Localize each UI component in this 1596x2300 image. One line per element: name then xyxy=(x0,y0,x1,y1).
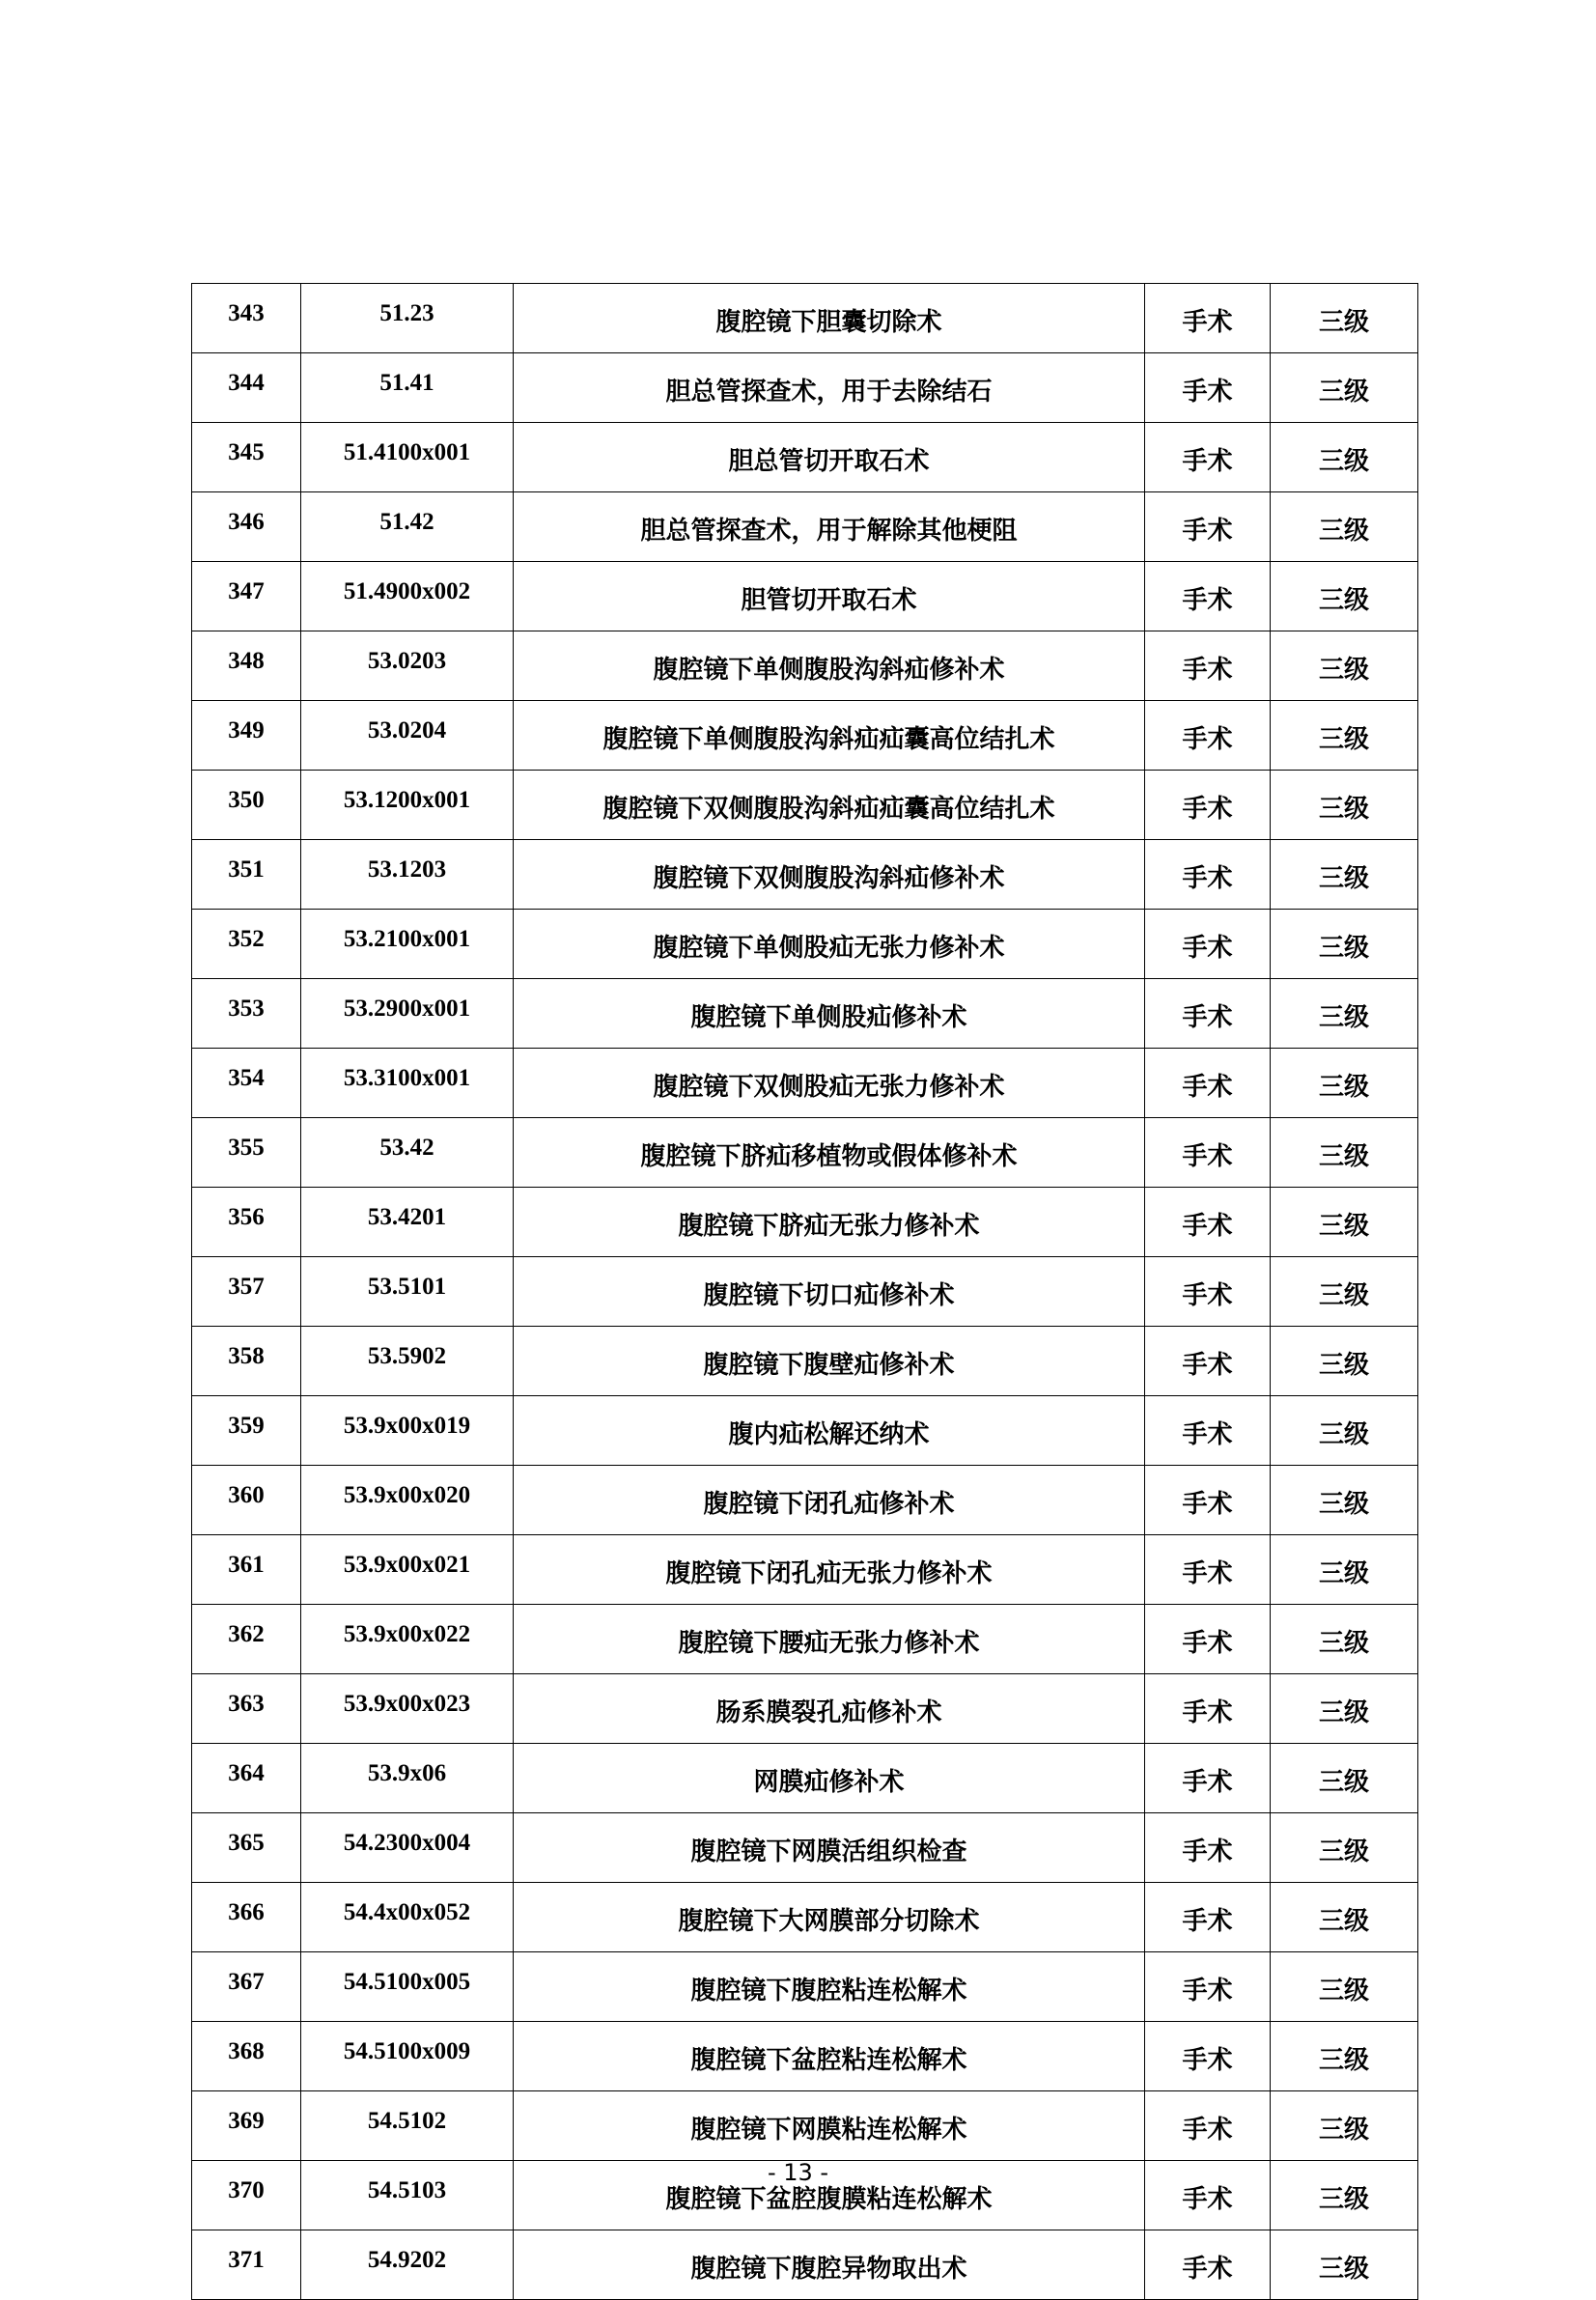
table-row xyxy=(192,1605,1418,1674)
procedure-level-cell: 三级 xyxy=(1271,631,1418,701)
procedure-code-cell: 54.9202 xyxy=(301,2230,514,2300)
row-number-cell: 360 xyxy=(192,1466,301,1535)
row-number-cell: 346 xyxy=(192,492,301,562)
row-number-cell: 352 xyxy=(192,910,301,979)
procedure-level-cell: 三级 xyxy=(1271,423,1418,492)
procedure-type-cell: 手术 xyxy=(1145,562,1271,631)
row-number-cell: 353 xyxy=(192,979,301,1049)
procedure-type-cell: 手术 xyxy=(1145,1744,1271,1813)
procedure-code-cell: 53.9x00x020 xyxy=(301,1466,514,1535)
table-row xyxy=(192,2022,1418,2091)
table-row xyxy=(192,1327,1418,1396)
procedure-type-cell: 手术 xyxy=(1145,1327,1271,1396)
row-number-cell: 371 xyxy=(192,2230,301,2300)
procedure-level-cell: 三级 xyxy=(1271,1327,1418,1396)
row-number-cell: 344 xyxy=(192,353,301,423)
procedure-level-cell: 三级 xyxy=(1271,1952,1418,2022)
table-row xyxy=(192,423,1418,492)
procedure-code-cell: 53.1200x001 xyxy=(301,771,514,840)
procedure-name-cell: 腹腔镜下腹腔异物取出术 xyxy=(514,2230,1145,2300)
procedure-level-cell: 三级 xyxy=(1271,1674,1418,1744)
row-number-cell: 362 xyxy=(192,1605,301,1674)
procedure-level-cell: 三级 xyxy=(1271,2091,1418,2161)
procedure-level-cell: 三级 xyxy=(1271,840,1418,910)
procedure-name-cell: 腹腔镜下单侧腹股沟斜疝疝囊高位结扎术 xyxy=(514,701,1145,771)
procedure-name-cell: 腹腔镜下大网膜部分切除术 xyxy=(514,1883,1145,1952)
procedure-type-cell: 手术 xyxy=(1145,979,1271,1049)
procedure-name-cell: 腹腔镜下腹壁疝修补术 xyxy=(514,1327,1145,1396)
procedure-level-cell: 三级 xyxy=(1271,2161,1418,2230)
procedure-name-cell: 腹腔镜下脐疝无张力修补术 xyxy=(514,1188,1145,1257)
row-number-cell: 358 xyxy=(192,1327,301,1396)
procedure-level-cell: 三级 xyxy=(1271,1883,1418,1952)
page-number: - 13 - xyxy=(767,2159,829,2186)
procedure-type-cell: 手术 xyxy=(1145,1396,1271,1466)
procedure-code-cell: 53.2900x001 xyxy=(301,979,514,1049)
procedure-level-cell: 三级 xyxy=(1271,1257,1418,1327)
procedure-level-cell: 三级 xyxy=(1271,701,1418,771)
procedure-code-cell: 54.4x00x052 xyxy=(301,1883,514,1952)
procedure-type-cell: 手术 xyxy=(1145,1883,1271,1952)
table-row xyxy=(192,1049,1418,1118)
procedure-table xyxy=(191,283,1418,2300)
procedure-name-cell: 胆管切开取石术 xyxy=(514,562,1145,631)
table-row xyxy=(192,2091,1418,2161)
row-number-cell: 356 xyxy=(192,1188,301,1257)
procedure-level-cell: 三级 xyxy=(1271,1049,1418,1118)
procedure-level-cell: 三级 xyxy=(1271,2230,1418,2300)
procedure-level-cell: 三级 xyxy=(1271,1744,1418,1813)
procedure-type-cell: 手术 xyxy=(1145,1535,1271,1605)
table-row xyxy=(192,1813,1418,1883)
procedure-type-cell: 手术 xyxy=(1145,1813,1271,1883)
procedure-level-cell: 三级 xyxy=(1271,284,1418,353)
row-number-cell: 366 xyxy=(192,1883,301,1952)
procedure-code-cell: 53.5902 xyxy=(301,1327,514,1396)
procedure-code-cell: 53.2100x001 xyxy=(301,910,514,979)
table-row xyxy=(192,284,1418,353)
procedure-name-cell: 胆总管探查术，用于去除结石 xyxy=(514,353,1145,423)
procedure-level-cell: 三级 xyxy=(1271,1466,1418,1535)
procedure-level-cell: 三级 xyxy=(1271,492,1418,562)
procedure-name-cell: 腹腔镜下单侧股疝无张力修补术 xyxy=(514,910,1145,979)
procedure-name-cell: 腹腔镜下胆囊切除术 xyxy=(514,284,1145,353)
procedure-type-cell: 手术 xyxy=(1145,1605,1271,1674)
procedure-level-cell: 三级 xyxy=(1271,353,1418,423)
table-row xyxy=(192,2230,1418,2300)
procedure-level-cell: 三级 xyxy=(1271,1118,1418,1188)
table-row xyxy=(192,771,1418,840)
table-row xyxy=(192,1188,1418,1257)
procedure-level-cell: 三级 xyxy=(1271,2022,1418,2091)
procedure-name-cell: 胆总管探查术，用于解除其他梗阻 xyxy=(514,492,1145,562)
procedure-type-cell: 手术 xyxy=(1145,701,1271,771)
procedure-name-cell: 腹腔镜下网膜活组织检查 xyxy=(514,1813,1145,1883)
row-number-cell: 367 xyxy=(192,1952,301,2022)
procedure-code-cell: 53.1203 xyxy=(301,840,514,910)
procedure-name-cell: 腹腔镜下盆腔腹膜粘连松解术 xyxy=(514,2161,1145,2230)
row-number-cell: 343 xyxy=(192,284,301,353)
procedure-name-cell: 腹腔镜下单侧股疝修补术 xyxy=(514,979,1145,1049)
table-row xyxy=(192,1952,1418,2022)
procedure-code-cell: 51.42 xyxy=(301,492,514,562)
procedure-level-cell: 三级 xyxy=(1271,562,1418,631)
table-row xyxy=(192,1535,1418,1605)
procedure-code-cell: 54.5102 xyxy=(301,2091,514,2161)
procedure-type-cell: 手术 xyxy=(1145,1188,1271,1257)
procedure-type-cell: 手术 xyxy=(1145,631,1271,701)
procedure-code-cell: 51.23 xyxy=(301,284,514,353)
procedure-type-cell: 手术 xyxy=(1145,353,1271,423)
row-number-cell: 355 xyxy=(192,1118,301,1188)
table-row xyxy=(192,1466,1418,1535)
table-row xyxy=(192,1883,1418,1952)
procedure-level-cell: 三级 xyxy=(1271,1188,1418,1257)
procedure-type-cell: 手术 xyxy=(1145,1049,1271,1118)
procedure-code-cell: 53.9x00x023 xyxy=(301,1674,514,1744)
table-row xyxy=(192,979,1418,1049)
procedure-type-cell: 手术 xyxy=(1145,1118,1271,1188)
row-number-cell: 348 xyxy=(192,631,301,701)
table-row xyxy=(192,631,1418,701)
procedure-code-cell: 53.42 xyxy=(301,1118,514,1188)
procedure-code-cell: 54.5100x005 xyxy=(301,1952,514,2022)
procedure-name-cell: 肠系膜裂孔疝修补术 xyxy=(514,1674,1145,1744)
procedure-name-cell: 腹腔镜下网膜粘连松解术 xyxy=(514,2091,1145,2161)
procedure-code-cell: 54.5103 xyxy=(301,2161,514,2230)
row-number-cell: 363 xyxy=(192,1674,301,1744)
procedure-type-cell: 手术 xyxy=(1145,2022,1271,2091)
procedure-name-cell: 腹腔镜下双侧腹股沟斜疝修补术 xyxy=(514,840,1145,910)
procedure-code-cell: 53.9x00x019 xyxy=(301,1396,514,1466)
procedure-name-cell: 腹腔镜下双侧腹股沟斜疝疝囊高位结扎术 xyxy=(514,771,1145,840)
row-number-cell: 370 xyxy=(192,2161,301,2230)
procedure-type-cell: 手术 xyxy=(1145,1952,1271,2022)
procedure-type-cell: 手术 xyxy=(1145,771,1271,840)
procedure-type-cell: 手术 xyxy=(1145,1674,1271,1744)
procedure-code-cell: 53.5101 xyxy=(301,1257,514,1327)
row-number-cell: 364 xyxy=(192,1744,301,1813)
procedure-type-cell: 手术 xyxy=(1145,492,1271,562)
procedure-name-cell: 腹腔镜下单侧腹股沟斜疝修补术 xyxy=(514,631,1145,701)
row-number-cell: 345 xyxy=(192,423,301,492)
procedure-code-cell: 53.9x06 xyxy=(301,1744,514,1813)
procedure-code-cell: 51.4900x002 xyxy=(301,562,514,631)
procedure-code-cell: 53.0203 xyxy=(301,631,514,701)
procedure-name-cell: 腹腔镜下腰疝无张力修补术 xyxy=(514,1605,1145,1674)
row-number-cell: 357 xyxy=(192,1257,301,1327)
procedure-level-cell: 三级 xyxy=(1271,1535,1418,1605)
table-row xyxy=(192,353,1418,423)
procedure-name-cell: 腹腔镜下切口疝修补术 xyxy=(514,1257,1145,1327)
procedure-name-cell: 腹腔镜下闭孔疝无张力修补术 xyxy=(514,1535,1145,1605)
procedure-type-cell: 手术 xyxy=(1145,910,1271,979)
procedure-code-cell: 53.4201 xyxy=(301,1188,514,1257)
procedure-level-cell: 三级 xyxy=(1271,1605,1418,1674)
row-number-cell: 359 xyxy=(192,1396,301,1466)
procedure-type-cell: 手术 xyxy=(1145,2230,1271,2300)
procedure-code-cell: 53.0204 xyxy=(301,701,514,771)
row-number-cell: 354 xyxy=(192,1049,301,1118)
row-number-cell: 369 xyxy=(192,2091,301,2161)
procedure-type-cell: 手术 xyxy=(1145,423,1271,492)
procedure-code-cell: 53.3100x001 xyxy=(301,1049,514,1118)
procedure-code-cell: 54.5100x009 xyxy=(301,2022,514,2091)
procedure-type-cell: 手术 xyxy=(1145,284,1271,353)
table-row xyxy=(192,1396,1418,1466)
procedure-table-body xyxy=(192,284,1418,2300)
procedure-code-cell: 53.9x00x021 xyxy=(301,1535,514,1605)
table-row xyxy=(192,910,1418,979)
procedure-code-cell: 51.4100x001 xyxy=(301,423,514,492)
row-number-cell: 351 xyxy=(192,840,301,910)
procedure-type-cell: 手术 xyxy=(1145,1466,1271,1535)
procedure-code-cell: 53.9x00x022 xyxy=(301,1605,514,1674)
row-number-cell: 349 xyxy=(192,701,301,771)
row-number-cell: 361 xyxy=(192,1535,301,1605)
table-row xyxy=(192,840,1418,910)
table-row xyxy=(192,1674,1418,1744)
row-number-cell: 347 xyxy=(192,562,301,631)
row-number-cell: 368 xyxy=(192,2022,301,2091)
procedure-code-cell: 54.2300x004 xyxy=(301,1813,514,1883)
procedure-type-cell: 手术 xyxy=(1145,2091,1271,2161)
procedure-name-cell: 腹内疝松解还纳术 xyxy=(514,1396,1145,1466)
procedure-type-cell: 手术 xyxy=(1145,840,1271,910)
table-row xyxy=(192,562,1418,631)
procedure-name-cell: 网膜疝修补术 xyxy=(514,1744,1145,1813)
table-row xyxy=(192,701,1418,771)
procedure-name-cell: 腹腔镜下盆腔粘连松解术 xyxy=(514,2022,1145,2091)
table-row xyxy=(192,1118,1418,1188)
row-number-cell: 365 xyxy=(192,1813,301,1883)
procedure-level-cell: 三级 xyxy=(1271,1396,1418,1466)
row-number-cell: 350 xyxy=(192,771,301,840)
procedure-name-cell: 腹腔镜下脐疝移植物或假体修补术 xyxy=(514,1118,1145,1188)
table-row xyxy=(192,1744,1418,1813)
procedure-type-cell: 手术 xyxy=(1145,2161,1271,2230)
procedure-name-cell: 腹腔镜下双侧股疝无张力修补术 xyxy=(514,1049,1145,1118)
procedure-code-cell: 51.41 xyxy=(301,353,514,423)
procedure-name-cell: 腹腔镜下闭孔疝修补术 xyxy=(514,1466,1145,1535)
procedure-type-cell: 手术 xyxy=(1145,1257,1271,1327)
procedure-level-cell: 三级 xyxy=(1271,979,1418,1049)
procedure-name-cell: 腹腔镜下腹腔粘连松解术 xyxy=(514,1952,1145,2022)
table-row xyxy=(192,492,1418,562)
procedure-level-cell: 三级 xyxy=(1271,910,1418,979)
procedure-level-cell: 三级 xyxy=(1271,771,1418,840)
procedure-level-cell: 三级 xyxy=(1271,1813,1418,1883)
table-row xyxy=(192,1257,1418,1327)
procedure-name-cell: 胆总管切开取石术 xyxy=(514,423,1145,492)
